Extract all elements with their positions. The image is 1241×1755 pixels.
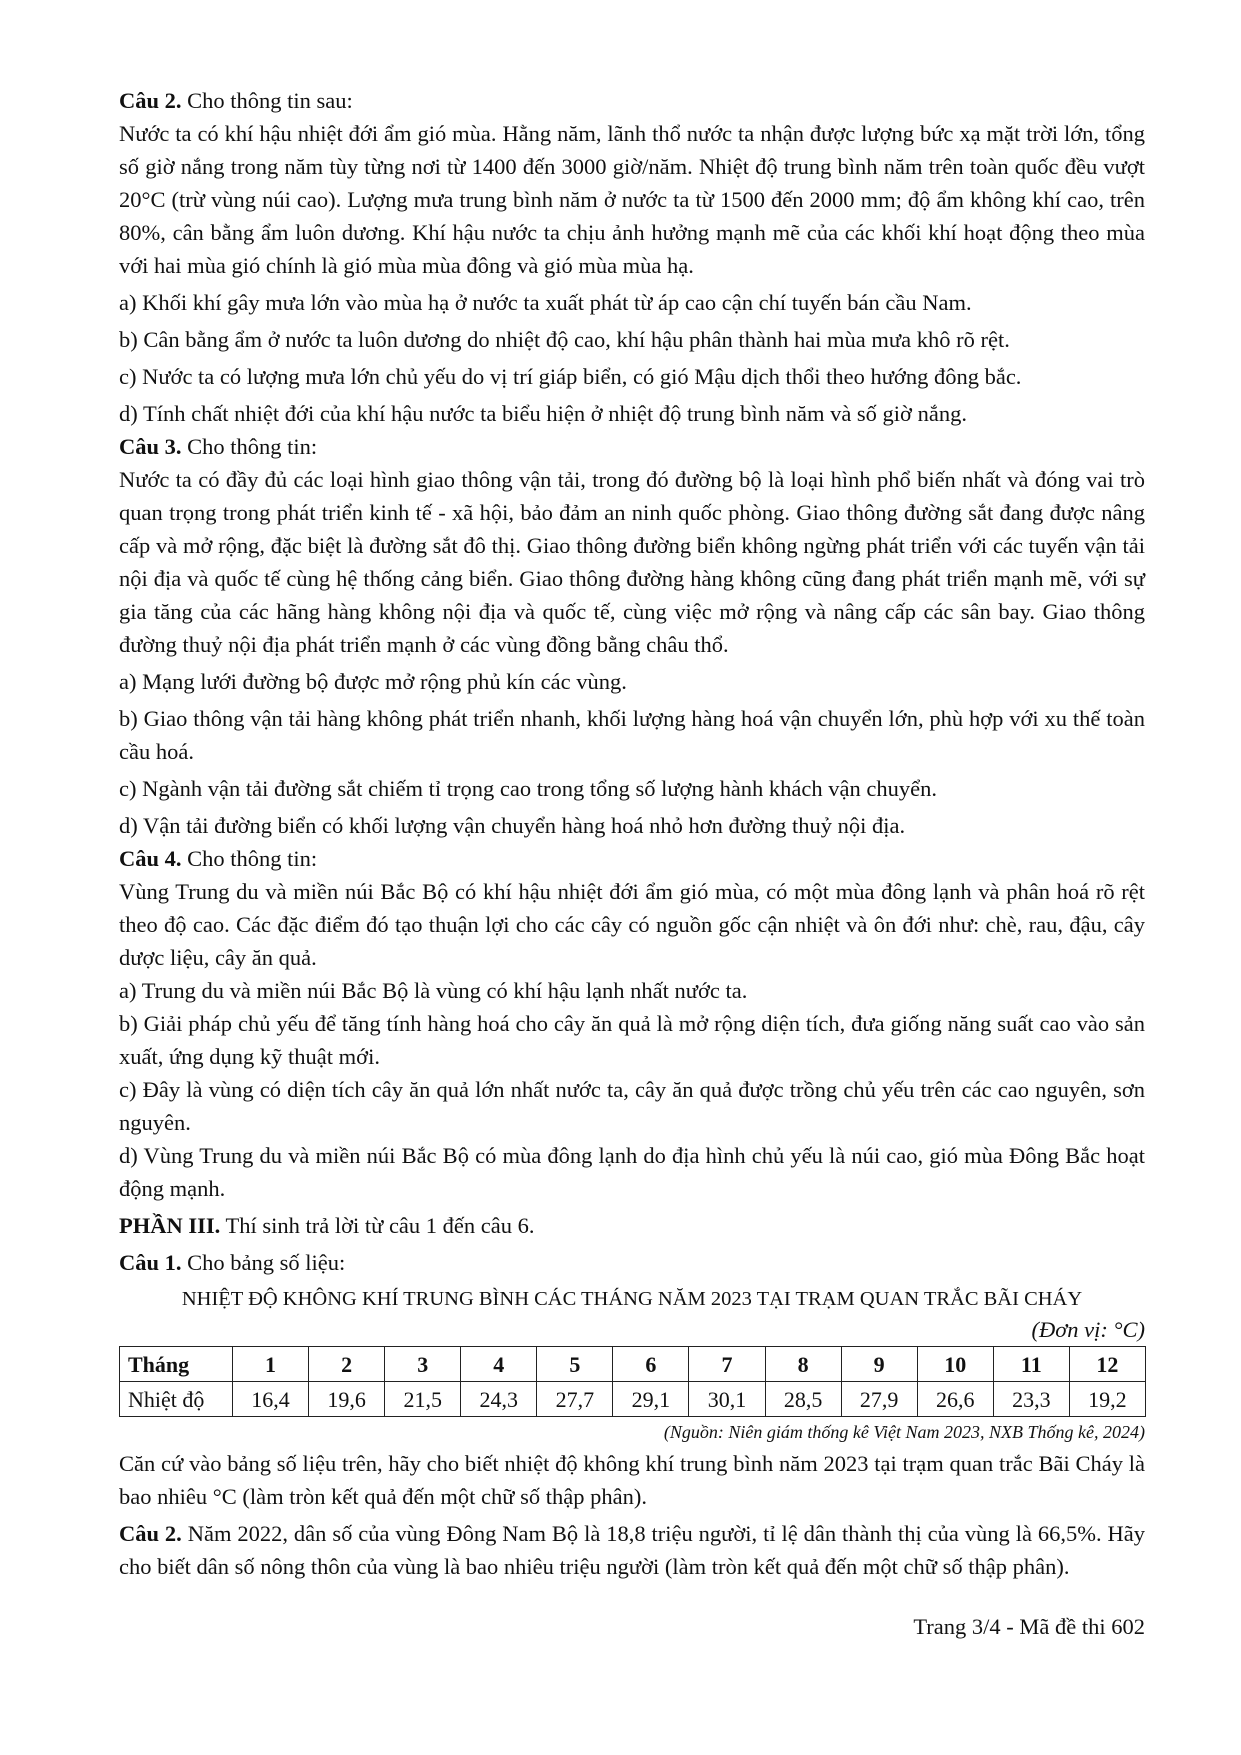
p3q2-label: Câu 2.: [119, 1521, 182, 1546]
q3-statement-d: d) Vận tải đường biển có khối lượng vận chuyển hàng hoá nhỏ hơn đường thuỷ nội địa.: [119, 813, 906, 838]
part3-label: PHẦN III.: [119, 1213, 221, 1238]
q3-heading: [119, 430, 1145, 463]
q3-passage: Nước ta có đầy đủ các loại hình giao thông vận tải, trong đó đường bộ là loại hình phổ biến nhất và đóng vai trò quan trọng trong phát triển kinh tế - xã hội, bảo đảm an ninh quốc phòng. Giao thông đường sắt đang được nâng cấp và mở rộng, đặc biệt là đường sắt đô thị. Giao thông đường biển không ngừng phát triển với các tuyến vận tải nội địa và quốc tế cùng hệ thống cảng biển. Giao thông đường hàng không cũng đang phát triển mạnh mẽ, với sự gia tăng của các hãng hàng không nội địa và quốc tế, cùng việc mở rộng và nâng cấp các sân bay. Giao thông đường thuỷ nội địa phát triển mạnh ở các vùng đồng bằng châu thổ.: [119, 467, 1145, 657]
value-cell: 30,1: [689, 1382, 765, 1417]
table-source: (Nguồn: Niên giám thống kê Việt Nam 2023, NXB Thống kê, 2024): [663, 1422, 1145, 1442]
q2-statement-d: d) Tính chất nhiệt đới của khí hậu nước ta biểu hiện ở nhiệt độ trung bình năm và số giờ nắng.: [119, 401, 967, 426]
month-cell: 9: [841, 1347, 917, 1382]
month-cell: 7: [689, 1347, 765, 1382]
value-cell: 26,6: [917, 1382, 993, 1417]
q4-statement-d: d) Vùng Trung du và miền núi Bắc Bộ có mùa đông lạnh do địa hình chủ yếu là núi cao, gió mùa Đông Bắc hoạt động mạnh.: [119, 1143, 1145, 1201]
q2-statement-b: b) Cân bằng ẩm ở nước ta luôn dương do nhiệt độ cao, khí hậu phân thành hai mùa mưa khô rõ rệt.: [119, 327, 1010, 352]
q2-passage: Nước ta có khí hậu nhiệt đới ẩm gió mùa. Hằng năm, lãnh thổ nước ta nhận được lượng bức xạ mặt trời lớn, tổng số giờ nắng trong năm tùy từng nơi từ 1400 đến 3000 giờ/năm. Nhiệt độ trung bình năm trên toàn quốc đều vượt 20°C (trừ vùng núi cao). Lượng mưa trung bình năm ở nước ta từ 1500 đến 2000 mm; độ ẩm không khí cao, trên 80%, cân bằng ẩm luôn dương. Khí hậu nước ta chịu ảnh hưởng mạnh mẽ của các khối khí hoạt động theo mùa với hai mùa gió chính là gió mùa mùa đông và gió mùa mùa hạ.: [119, 121, 1145, 278]
value-cell: 28,5: [765, 1382, 841, 1417]
table-value-row: [120, 1382, 1146, 1417]
q3-statement-a: a) Mạng lưới đường bộ được mở rộng phủ kín các vùng.: [119, 669, 627, 694]
month-cell: 2: [309, 1347, 385, 1382]
q2-intro: Cho thông tin sau:: [181, 88, 353, 113]
p3q1-heading: [119, 1246, 1145, 1279]
part3-heading: [119, 1209, 1145, 1242]
q4-heading: [119, 842, 1145, 875]
month-cell: 1: [233, 1347, 309, 1382]
month-cell: 10: [917, 1347, 993, 1382]
value-cell: 24,3: [461, 1382, 537, 1417]
month-cell: 4: [461, 1347, 537, 1382]
month-cell: 12: [1069, 1347, 1145, 1382]
value-cell: 19,6: [309, 1382, 385, 1417]
month-cell: 6: [613, 1347, 689, 1382]
temperature-table: [119, 1346, 1146, 1417]
part3-text: Thí sinh trả lời từ câu 1 đến câu 6.: [220, 1213, 535, 1238]
p3q2-paragraph: [119, 1517, 1145, 1583]
q3-intro: Cho thông tin:: [181, 434, 318, 459]
q4-intro: Cho thông tin:: [181, 846, 318, 871]
value-cell: 29,1: [613, 1382, 689, 1417]
p3q1-label: Câu 1.: [119, 1250, 182, 1275]
q3-label: Câu 3.: [119, 434, 182, 459]
q3-statement-b: b) Giao thông vận tải hàng không phát triển nhanh, khối lượng hàng hoá vận chuyển lớn, phù hợp với xu thế toàn cầu hoá.: [119, 706, 1145, 764]
q2-statement-c: c) Nước ta có lượng mưa lớn chủ yếu do vị trí giáp biển, có gió Mậu dịch thổi theo hướng đông bắc.: [119, 364, 1022, 389]
q3-statement-c: c) Ngành vận tải đường sắt chiếm tỉ trọng cao trong tổng số lượng hành khách vận chuyển.: [119, 776, 937, 801]
p3q1-intro: Cho bảng số liệu:: [181, 1250, 346, 1275]
p3q1-question: Căn cứ vào bảng số liệu trên, hãy cho biết nhiệt độ không khí trung bình năm 2023 tại trạm quan trắc Bãi Cháy là bao nhiêu °C (làm tròn kết quả đến một chữ số thập phân).: [119, 1451, 1145, 1509]
p3q2-text: Năm 2022, dân số của vùng Đông Nam Bộ là 18,8 triệu người, tỉ lệ dân thành thị của vùng là 66,5%. Hãy cho biết dân số nông thôn của vùng là bao nhiêu triệu người (làm tròn kết quả đến một chữ số thập phân).: [119, 1521, 1145, 1579]
value-cell: 21,5: [385, 1382, 461, 1417]
value-cell: 27,7: [537, 1382, 613, 1417]
month-cell: 5: [537, 1347, 613, 1382]
table-title: NHIỆT ĐỘ KHÔNG KHÍ TRUNG BÌNH CÁC THÁNG NĂM 2023 TẠI TRẠM QUAN TRẮC BÃI CHÁY: [181, 1288, 1083, 1310]
month-cell: 8: [765, 1347, 841, 1382]
q4-statement-c: c) Đây là vùng có diện tích cây ăn quả lớn nhất nước ta, cây ăn quả được trồng chủ yếu trên các cao nguyên, sơn nguyên.: [119, 1077, 1145, 1135]
table-unit: (Đơn vị: °C): [1031, 1317, 1145, 1342]
header-cell-label: Tháng: [120, 1347, 233, 1382]
month-cell: 11: [993, 1347, 1069, 1382]
q2-statement-a: a) Khối khí gây mưa lớn vào mùa hạ ở nước ta xuất phát từ áp cao cận chí tuyến bán cầu Nam.: [119, 290, 972, 315]
month-cell: 3: [385, 1347, 461, 1382]
q4-passage: Vùng Trung du và miền núi Bắc Bộ có khí hậu nhiệt đới ẩm gió mùa, có một mùa đông lạnh và phân hoá rõ rệt theo độ cao. Các đặc điểm đó tạo thuận lợi cho các cây có nguồn gốc cận nhiệt và ôn đới như: chè, rau, đậu, cây dược liệu, cây ăn quả.: [119, 879, 1145, 970]
q2-heading: [119, 84, 1145, 117]
row-cell-label: Nhiệt độ: [120, 1382, 233, 1417]
value-cell: 27,9: [841, 1382, 917, 1417]
table-header-row: [120, 1347, 1146, 1382]
value-cell: 16,4: [233, 1382, 309, 1417]
value-cell: 19,2: [1069, 1382, 1145, 1417]
value-cell: 23,3: [993, 1382, 1069, 1417]
q4-label: Câu 4.: [119, 846, 182, 871]
page-footer: Trang 3/4 - Mã đề thi 602: [913, 1614, 1145, 1639]
q2-label: Câu 2.: [119, 88, 182, 113]
q4-statement-b: b) Giải pháp chủ yếu để tăng tính hàng hoá cho cây ăn quả là mở rộng diện tích, đưa giống năng suất cao vào sản xuất, ứng dụng kỹ thuật mới.: [119, 1011, 1145, 1069]
q4-statement-a: a) Trung du và miền núi Bắc Bộ là vùng có khí hậu lạnh nhất nước ta.: [119, 978, 748, 1003]
